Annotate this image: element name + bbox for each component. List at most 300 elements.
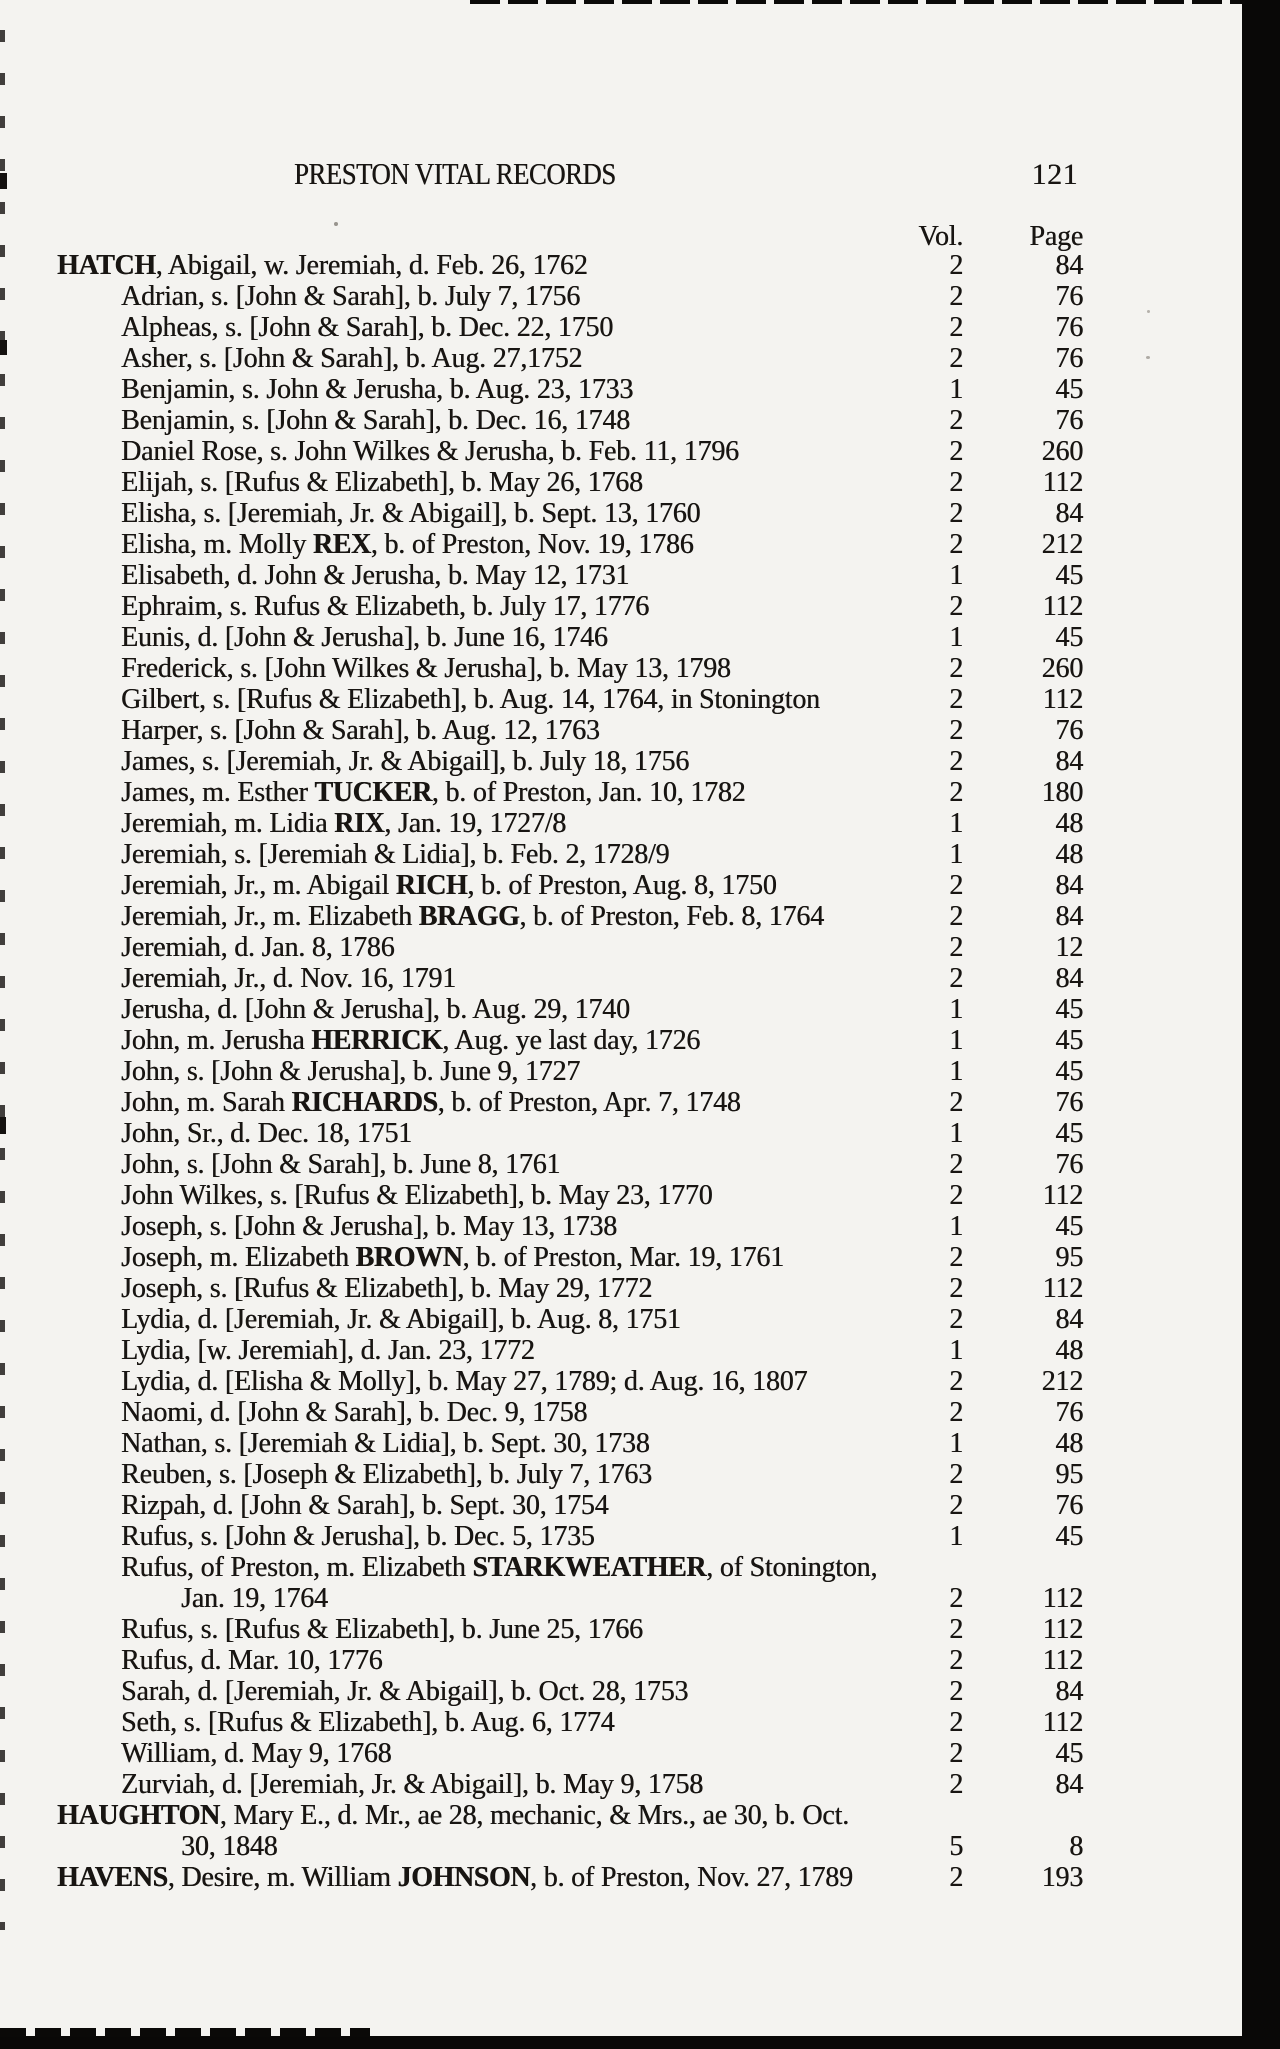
record-surname: HERRICK — [311, 1025, 443, 1056]
record-row — [57, 963, 1083, 994]
record-row — [57, 1056, 1083, 1087]
page-value: 260 — [1041, 436, 1083, 467]
record-text — [57, 1397, 903, 1428]
vol-value: 2 — [949, 467, 963, 498]
vol-value: 1 — [949, 622, 963, 653]
record-row — [57, 1862, 1083, 1893]
scan-speck — [334, 222, 338, 226]
vol-value: 2 — [949, 498, 963, 529]
record-detail: , b. of Preston, Nov. 27, 1789 — [530, 1862, 853, 1893]
record-row — [57, 1552, 1083, 1583]
page-value: 45 — [1055, 622, 1083, 653]
page-value: 45 — [1055, 1211, 1083, 1242]
record-detail: Sarah, d. [Jeremiah, Jr. & Abigail], b. Oct. 28, 1753 — [121, 1676, 689, 1707]
record-detail: John, m. Jerusha — [121, 1025, 312, 1056]
record-detail: Naomi, d. [John & Sarah], b. Dec. 9, 1758 — [121, 1397, 588, 1428]
page-value: 76 — [1055, 281, 1083, 312]
record-surname: STARKWEATHER — [472, 1552, 707, 1583]
record-text — [57, 808, 903, 839]
record-row — [57, 560, 1083, 591]
record-detail: James, s. [Jeremiah, Jr. & Abigail], b. July 18, 1756 — [121, 746, 690, 777]
vol-value: 5 — [949, 1831, 963, 1862]
record-text — [57, 1335, 903, 1366]
vol-value — [903, 1800, 963, 1831]
record-text — [57, 839, 903, 870]
vol-value: 2 — [949, 1366, 963, 1397]
vol-value: 1 — [949, 1056, 963, 1087]
record-text — [57, 498, 903, 529]
record-detail: Adrian, s. [John & Sarah], b. July 7, 1756 — [121, 281, 581, 312]
record-detail: Jeremiah, Jr., m. Elizabeth — [121, 901, 419, 932]
page-value: 76 — [1055, 1087, 1083, 1118]
vol-value: 1 — [949, 839, 963, 870]
record-row — [57, 746, 1083, 777]
record-row — [57, 1180, 1083, 1211]
record-row — [57, 1118, 1083, 1149]
record-detail: Ephraim, s. Rufus & Elizabeth, b. July 17, 1776 — [121, 591, 649, 622]
record-detail: Seth, s. [Rufus & Elizabeth], b. Aug. 6, 1774 — [121, 1707, 615, 1738]
record-detail: Benjamin, s. [John & Sarah], b. Dec. 16, 1748 — [121, 405, 630, 436]
record-row — [57, 777, 1083, 808]
page-value: 112 — [1042, 1614, 1083, 1645]
record-text — [57, 1273, 903, 1304]
vol-value: 2 — [949, 1769, 963, 1800]
page-value — [963, 1552, 1083, 1583]
scan-edge-top-dashes — [470, 0, 1245, 4]
page-value: 76 — [1055, 312, 1083, 343]
record-row — [57, 498, 1083, 529]
vol-value: 2 — [949, 932, 963, 963]
vol-value: 2 — [949, 901, 963, 932]
record-detail: , Abigail, w. Jeremiah, d. Feb. 26, 1762 — [155, 250, 588, 281]
vol-value: 1 — [949, 374, 963, 405]
page-value: 45 — [1055, 1118, 1083, 1149]
record-row — [57, 1366, 1083, 1397]
record-text — [57, 1800, 903, 1831]
column-header-vol: Vol. — [918, 221, 963, 252]
vol-value: 2 — [949, 1087, 963, 1118]
record-row — [57, 1025, 1083, 1056]
record-text — [57, 1366, 903, 1397]
page-value: 12 — [1055, 932, 1083, 963]
record-text — [57, 1180, 903, 1211]
record-text — [57, 1831, 903, 1862]
page-value: 76 — [1055, 1149, 1083, 1180]
record-detail: Lydia, d. [Jeremiah, Jr. & Abigail], b. Aug. 8, 1751 — [121, 1304, 681, 1335]
record-text — [57, 1583, 903, 1614]
record-detail: , b. of Preston, Nov. 19, 1786 — [370, 529, 694, 560]
record-detail: Joseph, m. Elizabeth — [121, 1242, 356, 1273]
record-detail: , b. of Preston, Apr. 7, 1748 — [437, 1087, 741, 1118]
record-row — [57, 405, 1083, 436]
record-text — [57, 529, 903, 560]
record-row — [57, 529, 1083, 560]
record-row — [57, 1645, 1083, 1676]
page-value: 84 — [1055, 963, 1083, 994]
vol-value: 1 — [949, 1521, 963, 1552]
vol-value: 2 — [949, 715, 963, 746]
record-surname: RICHARDS — [291, 1087, 438, 1118]
page-value: 112 — [1042, 591, 1083, 622]
vol-value: 1 — [949, 994, 963, 1025]
page-value: 112 — [1042, 1583, 1083, 1614]
record-detail: Rizpah, d. [John & Sarah], b. Sept. 30, 1754 — [121, 1490, 609, 1521]
page-value: 112 — [1042, 467, 1083, 498]
page-title: PRESTON VITAL RECORDS — [294, 156, 616, 191]
record-text — [57, 746, 903, 777]
record-row — [57, 1459, 1083, 1490]
record-row — [57, 1273, 1083, 1304]
record-text — [57, 777, 903, 808]
record-surname: RIX — [334, 808, 385, 839]
page-value: 260 — [1041, 653, 1083, 684]
record-detail: Jeremiah, Jr., d. Nov. 16, 1791 — [121, 963, 456, 994]
record-row — [57, 1769, 1083, 1800]
record-row — [57, 808, 1083, 839]
column-header-row — [57, 221, 1083, 252]
record-text — [57, 1645, 903, 1676]
record-text — [57, 281, 903, 312]
column-header-page: Page — [1029, 221, 1083, 252]
vol-value: 2 — [949, 1645, 963, 1676]
record-text — [57, 870, 903, 901]
record-row — [57, 1831, 1083, 1862]
vol-value: 2 — [949, 1397, 963, 1428]
record-detail: Reuben, s. [Joseph & Elizabeth], b. July 7, 1763 — [121, 1459, 652, 1490]
page-value: 76 — [1055, 1397, 1083, 1428]
vol-value: 2 — [949, 684, 963, 715]
record-row — [57, 901, 1083, 932]
record-detail: Rufus, s. [Rufus & Elizabeth], b. June 25, 1766 — [121, 1614, 643, 1645]
record-detail: Frederick, s. [John Wilkes & Jerusha], b. May 13, 1798 — [121, 653, 731, 684]
record-detail: , Mary E., d. Mr., ae 28, mechanic, & Mrs., ae 30, b. Oct. — [219, 1800, 849, 1831]
page-value: 45 — [1055, 1738, 1083, 1769]
record-text — [57, 436, 903, 467]
page-value: 84 — [1055, 498, 1083, 529]
record-detail: , b. of Preston, Jan. 10, 1782 — [431, 777, 746, 808]
scan-edge-bottom-ragged — [0, 2028, 370, 2037]
record-text — [57, 1862, 903, 1893]
record-detail: Jeremiah, m. Lidia — [121, 808, 335, 839]
record-detail: Gilbert, s. [Rufus & Elizabeth], b. Aug. 14, 1764, in Stonington — [121, 684, 820, 715]
record-row — [57, 715, 1083, 746]
record-text — [57, 994, 903, 1025]
vol-value: 2 — [949, 1490, 963, 1521]
vol-value: 2 — [949, 1459, 963, 1490]
record-surname: HAUGHTON — [57, 1800, 220, 1831]
page-value: 48 — [1055, 1335, 1083, 1366]
record-detail: , of Stonington, — [706, 1552, 878, 1583]
vol-value: 2 — [949, 436, 963, 467]
vol-value: 1 — [949, 560, 963, 591]
page-value: 84 — [1055, 870, 1083, 901]
record-detail: Elisha, m. Molly — [121, 529, 313, 560]
vol-value: 2 — [949, 281, 963, 312]
record-detail: Jeremiah, d. Jan. 8, 1786 — [121, 932, 395, 963]
record-text — [57, 1025, 903, 1056]
record-detail: James, m. Esther — [121, 777, 315, 808]
record-row — [57, 312, 1083, 343]
record-surname: BRAGG — [418, 901, 520, 932]
record-text — [57, 653, 903, 684]
vol-value: 2 — [949, 529, 963, 560]
record-row — [57, 870, 1083, 901]
record-row — [57, 684, 1083, 715]
record-detail: Eunis, d. [John & Jerusha], b. June 16, 1746 — [121, 622, 608, 653]
record-detail: John, Sr., d. Dec. 18, 1751 — [121, 1118, 412, 1149]
record-text — [57, 1490, 903, 1521]
page-value: 45 — [1055, 374, 1083, 405]
record-detail: Lydia, d. [Elisha & Molly], b. May 27, 1789; d. Aug. 16, 1807 — [121, 1366, 808, 1397]
record-row — [57, 1676, 1083, 1707]
vol-value: 2 — [949, 777, 963, 808]
record-surname: HAVENS — [57, 1862, 168, 1893]
record-text — [57, 1676, 903, 1707]
record-text — [57, 312, 903, 343]
page-value: 76 — [1055, 405, 1083, 436]
record-detail: Nathan, s. [Jeremiah & Lidia], b. Sept. 30, 1738 — [121, 1428, 650, 1459]
record-detail: Jerusha, d. [John & Jerusha], b. Aug. 29, 1740 — [121, 994, 630, 1025]
page-value: 45 — [1055, 1025, 1083, 1056]
record-row — [57, 1521, 1083, 1552]
record-text — [57, 1521, 903, 1552]
record-detail: , b. of Preston, Aug. 8, 1750 — [467, 870, 777, 901]
record-detail: Daniel Rose, s. John Wilkes & Jerusha, b. Feb. 11, 1796 — [121, 436, 739, 467]
page-value: 48 — [1055, 1428, 1083, 1459]
record-detail: Rufus, s. [John & Jerusha], b. Dec. 5, 1735 — [121, 1521, 595, 1552]
record-detail: Asher, s. [John & Sarah], b. Aug. 27,1752 — [121, 343, 583, 374]
page-value: 193 — [1041, 1862, 1083, 1893]
page-value: 84 — [1055, 1304, 1083, 1335]
record-row — [57, 1707, 1083, 1738]
record-text — [57, 343, 903, 374]
page-value: 48 — [1055, 839, 1083, 870]
vol-value: 2 — [949, 250, 963, 281]
record-surname: TUCKER — [314, 777, 432, 808]
page-value: 112 — [1042, 1707, 1083, 1738]
record-row — [57, 653, 1083, 684]
vol-value: 2 — [949, 1149, 963, 1180]
record-detail: Joseph, s. [John & Jerusha], b. May 13, 1738 — [121, 1211, 617, 1242]
record-text — [57, 591, 903, 622]
vol-value — [903, 1552, 963, 1583]
page-value: 45 — [1055, 994, 1083, 1025]
record-text — [57, 1459, 903, 1490]
record-text — [57, 1149, 903, 1180]
record-detail: Alpheas, s. [John & Sarah], b. Dec. 22, 1750 — [121, 312, 614, 343]
record-row — [57, 932, 1083, 963]
record-text — [57, 622, 903, 653]
vol-value: 1 — [949, 808, 963, 839]
record-row — [57, 622, 1083, 653]
record-detail: , Aug. ye last day, 1726 — [442, 1025, 701, 1056]
record-surname: HATCH — [57, 250, 156, 281]
record-text — [57, 963, 903, 994]
page-value: 45 — [1055, 1056, 1083, 1087]
record-detail: Jeremiah, s. [Jeremiah & Lidia], b. Feb. 2, 1728/9 — [121, 839, 670, 870]
record-row — [57, 1614, 1083, 1645]
record-surname: REX — [312, 529, 371, 560]
record-text — [57, 250, 903, 281]
vol-value: 2 — [949, 312, 963, 343]
record-text — [57, 1769, 903, 1800]
vol-value: 2 — [949, 1180, 963, 1211]
page-value: 84 — [1055, 1769, 1083, 1800]
record-text — [57, 1614, 903, 1645]
folio-page-number: 121 — [1031, 158, 1078, 191]
record-text — [57, 1552, 903, 1583]
record-row — [57, 994, 1083, 1025]
record-text — [57, 1242, 903, 1273]
record-detail: Harper, s. [John & Sarah], b. Aug. 12, 1763 — [121, 715, 600, 746]
page-value: 180 — [1041, 777, 1083, 808]
vol-value: 2 — [949, 343, 963, 374]
record-row — [57, 1211, 1083, 1242]
record-row — [57, 436, 1083, 467]
column-header-spacer — [57, 221, 903, 252]
record-text — [57, 1118, 903, 1149]
vol-value: 2 — [949, 1862, 963, 1893]
vol-value: 2 — [949, 1614, 963, 1645]
page-value: 84 — [1055, 250, 1083, 281]
page-value: 48 — [1055, 808, 1083, 839]
vol-value: 2 — [949, 1676, 963, 1707]
record-text — [57, 715, 903, 746]
record-text — [57, 1056, 903, 1087]
page-value: 112 — [1042, 684, 1083, 715]
vol-value: 2 — [949, 405, 963, 436]
page-value: 84 — [1055, 746, 1083, 777]
page-value: 45 — [1055, 560, 1083, 591]
vol-value: 2 — [949, 653, 963, 684]
record-surname: RICH — [395, 870, 468, 901]
record-text — [57, 901, 903, 932]
record-row — [57, 281, 1083, 312]
record-text — [57, 1087, 903, 1118]
scan-gutter-mark — [0, 173, 7, 189]
record-detail: Rufus, of Preston, m. Elizabeth — [121, 1552, 473, 1583]
vol-value: 2 — [949, 591, 963, 622]
record-text — [57, 405, 903, 436]
record-detail: John, s. [John & Jerusha], b. June 9, 1727 — [121, 1056, 581, 1087]
record-surname: BROWN — [355, 1242, 463, 1273]
page-value: 84 — [1055, 1676, 1083, 1707]
vol-value: 2 — [949, 1738, 963, 1769]
record-row — [57, 1397, 1083, 1428]
record-row — [57, 467, 1083, 498]
record-text — [57, 1428, 903, 1459]
record-text — [57, 684, 903, 715]
page-value: 8 — [1069, 1831, 1083, 1862]
vol-value: 2 — [949, 746, 963, 777]
record-row — [57, 1242, 1083, 1273]
vol-value: 1 — [949, 1211, 963, 1242]
record-detail: , b. of Preston, Mar. 19, 1761 — [462, 1242, 784, 1273]
record-detail: Elijah, s. [Rufus & Elizabeth], b. May 26, 1768 — [121, 467, 643, 498]
record-row — [57, 1335, 1083, 1366]
record-detail: Lydia, [w. Jeremiah], d. Jan. 23, 1772 — [121, 1335, 535, 1366]
record-detail: Elisha, s. [Jeremiah, Jr. & Abigail], b. Sept. 13, 1760 — [121, 498, 701, 529]
record-text — [57, 932, 903, 963]
record-row — [57, 1583, 1083, 1614]
records-list — [57, 250, 1083, 1893]
record-row — [57, 1149, 1083, 1180]
record-text — [57, 467, 903, 498]
record-detail: Jan. 19, 1764 — [181, 1583, 328, 1614]
vol-value: 1 — [949, 1428, 963, 1459]
record-text — [57, 560, 903, 591]
record-text — [57, 374, 903, 405]
scan-speck — [1146, 356, 1150, 359]
scan-gutter-marks — [0, 30, 5, 1930]
scan-edge-bottom-band — [0, 2036, 1280, 2049]
page-value: 112 — [1042, 1180, 1083, 1211]
record-row — [57, 1800, 1083, 1831]
record-row — [57, 1738, 1083, 1769]
scan-gutter-mark — [0, 340, 7, 355]
record-detail: Jeremiah, Jr., m. Abigail — [121, 870, 396, 901]
record-row — [57, 1304, 1083, 1335]
record-detail: , b. of Preston, Feb. 8, 1764 — [519, 901, 824, 932]
vol-value: 2 — [949, 1304, 963, 1335]
page-value: 112 — [1042, 1645, 1083, 1676]
vol-value: 1 — [949, 1025, 963, 1056]
page-value: 84 — [1055, 901, 1083, 932]
record-detail: Rufus, d. Mar. 10, 1776 — [121, 1645, 383, 1676]
vol-value: 2 — [949, 1583, 963, 1614]
record-detail: Joseph, s. [Rufus & Elizabeth], b. May 29, 1772 — [121, 1273, 653, 1304]
page-value — [963, 1800, 1083, 1831]
page-value: 45 — [1055, 1521, 1083, 1552]
vol-value: 2 — [949, 963, 963, 994]
scan-speck — [1147, 310, 1150, 313]
record-row — [57, 1490, 1083, 1521]
record-detail: John Wilkes, s. [Rufus & Elizabeth], b. May 23, 1770 — [121, 1180, 713, 1211]
record-row — [57, 250, 1083, 281]
record-detail: John, m. Sarah — [121, 1087, 292, 1118]
vol-value: 2 — [949, 1242, 963, 1273]
page-value: 76 — [1055, 715, 1083, 746]
record-row — [57, 374, 1083, 405]
page-value: 95 — [1055, 1242, 1083, 1273]
record-detail: William, d. May 9, 1768 — [121, 1738, 392, 1769]
record-detail: , Desire, m. William — [167, 1862, 398, 1893]
vol-value: 2 — [949, 870, 963, 901]
scan-edge-right-band — [1242, 0, 1280, 2049]
record-detail: Zurviah, d. [Jeremiah, Jr. & Abigail], b. May 9, 1758 — [121, 1769, 703, 1800]
record-detail: 30, 1848 — [181, 1831, 278, 1862]
vol-value: 1 — [949, 1335, 963, 1366]
page-value: 212 — [1041, 1366, 1083, 1397]
scan-gutter-mark — [0, 1117, 6, 1134]
record-text — [57, 1738, 903, 1769]
page-value: 212 — [1041, 529, 1083, 560]
vol-value: 2 — [949, 1273, 963, 1304]
page-value: 76 — [1055, 343, 1083, 374]
record-row — [57, 839, 1083, 870]
record-row — [57, 1428, 1083, 1459]
page-value: 112 — [1042, 1273, 1083, 1304]
page-value: 95 — [1055, 1459, 1083, 1490]
vol-value: 2 — [949, 1707, 963, 1738]
record-detail: John, s. [John & Sarah], b. June 8, 1761 — [121, 1149, 561, 1180]
record-text — [57, 1211, 903, 1242]
record-detail: , Jan. 19, 1727/8 — [384, 808, 566, 839]
vol-value: 1 — [949, 1118, 963, 1149]
record-text — [57, 1304, 903, 1335]
record-row — [57, 591, 1083, 622]
record-row — [57, 343, 1083, 374]
